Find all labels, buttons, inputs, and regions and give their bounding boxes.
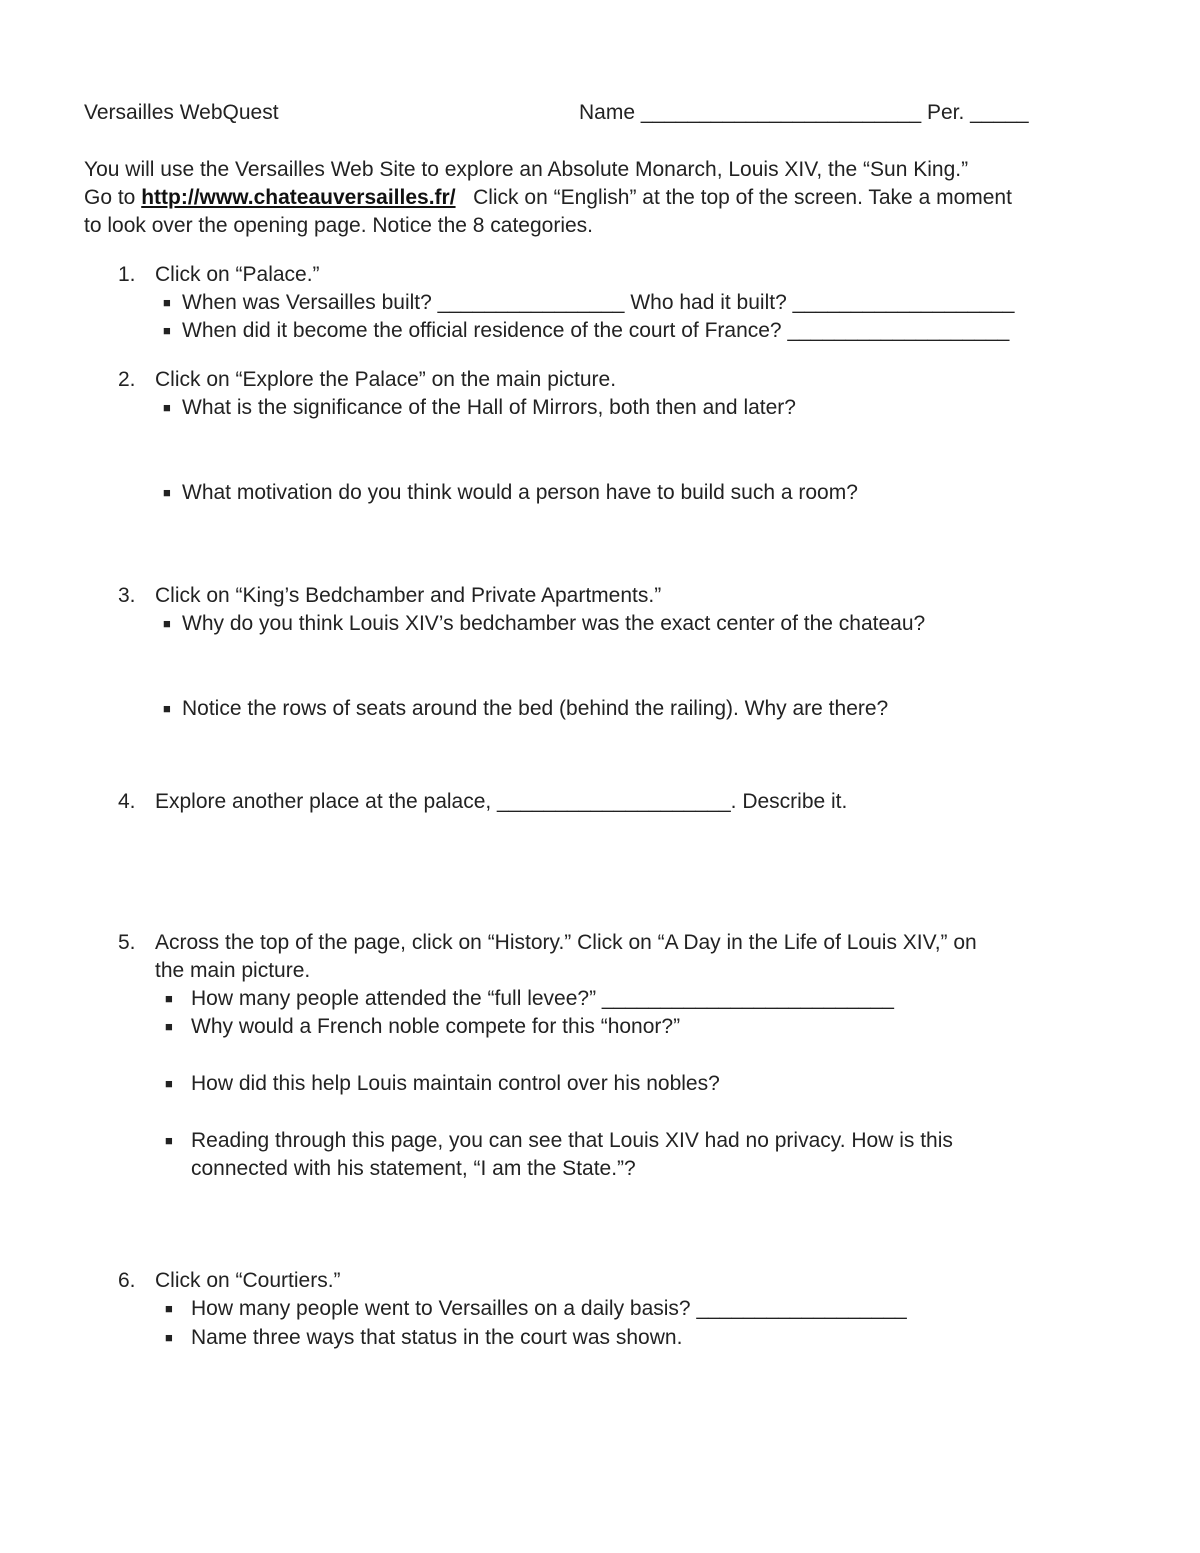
name-period-field[interactable]: Name ________________________ Per. _____: [579, 101, 1029, 124]
bullet-icon: ■: [163, 485, 171, 500]
q1-text: Click on “Palace.”: [155, 263, 320, 286]
page-title: Versailles WebQuest: [84, 101, 279, 124]
q6-text: Click on “Courtiers.”: [155, 1269, 341, 1292]
intro-line-1: You will use the Versailles Web Site to explore an Absolute Monarch, Louis XIV, the “Sun King.”: [84, 158, 969, 181]
q4-number: 4.: [118, 790, 136, 813]
bullet-icon: ■: [163, 295, 171, 310]
q6-bullet-2: Name three ways that status in the court was shown.: [191, 1326, 683, 1349]
bullet-icon: ■: [163, 701, 171, 716]
q6-number: 6.: [118, 1269, 136, 1292]
bullet-icon: ■: [165, 991, 173, 1006]
bullet-icon: ■: [163, 616, 171, 631]
q5-bullet-1: How many people attended the “full levee?” _________________________: [191, 987, 894, 1010]
bullet-icon: ■: [163, 400, 171, 415]
q6-bullet-1: How many people went to Versailles on a daily basis? __________________: [191, 1297, 907, 1320]
intro-line-2-rest: Click on “English” at the top of the screen. Take a moment: [473, 186, 1012, 209]
q3-bullet-1: Why do you think Louis XIV’s bedchamber was the exact center of the chateau?: [182, 612, 926, 635]
intro-line-3: to look over the opening page. Notice the 8 categories.: [84, 214, 594, 237]
q2-bullet-1: What is the significance of the Hall of Mirrors, both then and later?: [182, 396, 796, 419]
q4-text: Explore another place at the palace, ____________________. Describe it.: [155, 790, 848, 813]
bullet-icon: ■: [165, 1330, 173, 1345]
q5-bullet-4-line-1: Reading through this page, you can see that Louis XIV had no privacy. How is this: [191, 1129, 953, 1152]
bullet-icon: ■: [163, 323, 171, 338]
q1-bullet-1: When was Versailles built? ________________ Who had it built? ___________________: [182, 291, 1015, 314]
q2-bullet-2: What motivation do you think would a person have to build such a room?: [182, 481, 858, 504]
bullet-icon: ■: [165, 1019, 173, 1034]
q1-number: 1.: [118, 263, 136, 286]
q5-text-line-1: Across the top of the page, click on “History.” Click on “A Day in the Life of Louis XIV,” on: [155, 931, 977, 954]
bullet-icon: ■: [165, 1076, 173, 1091]
q5-bullet-3: How did this help Louis maintain control over his nobles?: [191, 1072, 720, 1095]
go-to-label: Go to: [84, 186, 136, 209]
q5-number: 5.: [118, 931, 136, 954]
q3-bullet-2: Notice the rows of seats around the bed (behind the railing). Why are there?: [182, 697, 889, 720]
q5-bullet-2: Why would a French noble compete for this “honor?”: [191, 1015, 681, 1038]
q1-bullet-2: When did it become the official residence of the court of France? ___________________: [182, 319, 1010, 342]
q5-bullet-4-line-2: connected with his statement, “I am the State.”?: [191, 1157, 636, 1180]
q2-text: Click on “Explore the Palace” on the main picture.: [155, 368, 617, 391]
q5-text-line-2: the main picture.: [155, 959, 311, 982]
versailles-url-link[interactable]: http://www.chateauversailles.fr/: [141, 186, 456, 209]
q2-number: 2.: [118, 368, 136, 391]
bullet-icon: ■: [165, 1301, 173, 1316]
q3-number: 3.: [118, 584, 136, 607]
intro-line-2: [84, 184, 1012, 212]
bullet-icon: ■: [165, 1133, 173, 1148]
q3-text: Click on “King’s Bedchamber and Private Apartments.”: [155, 584, 662, 607]
